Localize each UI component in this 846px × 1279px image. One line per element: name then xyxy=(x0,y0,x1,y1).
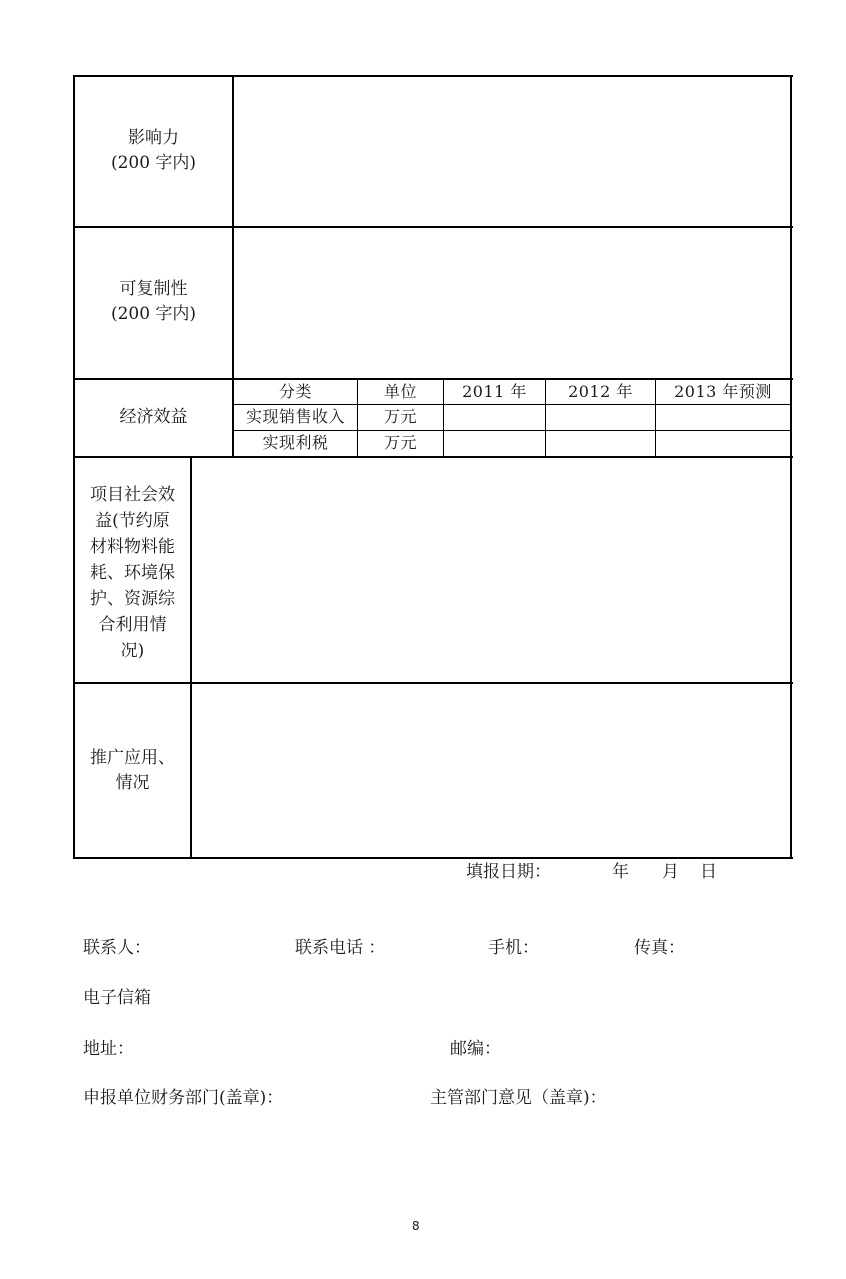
econ-header-2013-forecast: 2013 年预测 xyxy=(674,382,772,401)
social-benefit-label-line: 况) xyxy=(120,641,145,661)
econ-header-2011: 2011 年 xyxy=(462,382,527,401)
replicability-label xyxy=(75,277,232,327)
social-benefit-label-line: 材料物料能 xyxy=(90,537,175,557)
contact-phone-label: 联系电话 ： xyxy=(295,938,386,958)
promotion-label xyxy=(75,746,190,796)
social-benefit-label-line: 项目社会效 xyxy=(90,485,175,505)
econ-row-category: 实现销售收入 xyxy=(245,407,345,426)
table-border-top xyxy=(73,75,793,77)
row-divider xyxy=(73,456,793,458)
econ-header-category: 分类 xyxy=(278,382,312,401)
finance-dept-seal-label: 申报单位财务部门(盖章)： xyxy=(83,1088,284,1108)
address-label: 地址： xyxy=(83,1039,134,1059)
contact-person-label: 联系人： xyxy=(83,938,151,958)
economic-label: 经济效益 xyxy=(119,407,188,427)
fill-date-month: 月 xyxy=(662,862,679,882)
postcode-label: 邮编： xyxy=(450,1039,501,1059)
econ-header-unit: 单位 xyxy=(383,382,417,401)
fill-date-year: 年 xyxy=(612,862,629,882)
social-benefit-label xyxy=(75,482,190,664)
replicability-input-area[interactable] xyxy=(236,230,788,376)
fill-date-day: 日 xyxy=(700,862,717,882)
influence-label-limit: (200 字内) xyxy=(110,153,197,173)
replicability-label-limit: (200 字内) xyxy=(110,304,197,324)
replicability-label-title: 可复制性 xyxy=(119,279,188,299)
econ-row-unit: 万元 xyxy=(383,407,417,426)
table-border-left xyxy=(73,75,75,859)
promotion-label-line: 推广应用、 xyxy=(90,748,175,768)
supervisor-opinion-seal-label: 主管部门意见（盖章)： xyxy=(430,1088,607,1108)
mobile-label: 手机： xyxy=(488,938,539,958)
email-label: 电子信箱 xyxy=(83,988,151,1008)
fill-date-label: 填报日期： xyxy=(466,862,551,882)
table-border-bottom xyxy=(73,857,793,859)
fax-label: 传真： xyxy=(634,938,685,958)
social-benefit-label-line: 益(节约原 xyxy=(95,511,170,531)
influence-label-title: 影响力 xyxy=(128,128,179,148)
table-border-right xyxy=(790,75,792,859)
social-benefit-input-area[interactable] xyxy=(194,460,788,680)
promotion-label-line: 情况 xyxy=(115,773,150,793)
social-benefit-label-line: 合利用情 xyxy=(98,615,167,635)
influence-label xyxy=(75,126,232,176)
row-divider xyxy=(73,226,793,228)
social-benefit-label-line: 护、资源综 xyxy=(90,589,175,609)
econ-row-unit: 万元 xyxy=(383,433,417,452)
econ-header-2012: 2012 年 xyxy=(568,382,633,401)
econ-row-category: 实现利税 xyxy=(262,433,329,452)
row-divider xyxy=(73,682,793,684)
influence-input-area[interactable] xyxy=(236,79,788,224)
label-column-divider xyxy=(190,456,192,859)
promotion-input-area[interactable] xyxy=(194,686,788,855)
social-benefit-label-line: 耗、环境保 xyxy=(90,563,175,583)
page-number: 8 xyxy=(412,1219,420,1233)
